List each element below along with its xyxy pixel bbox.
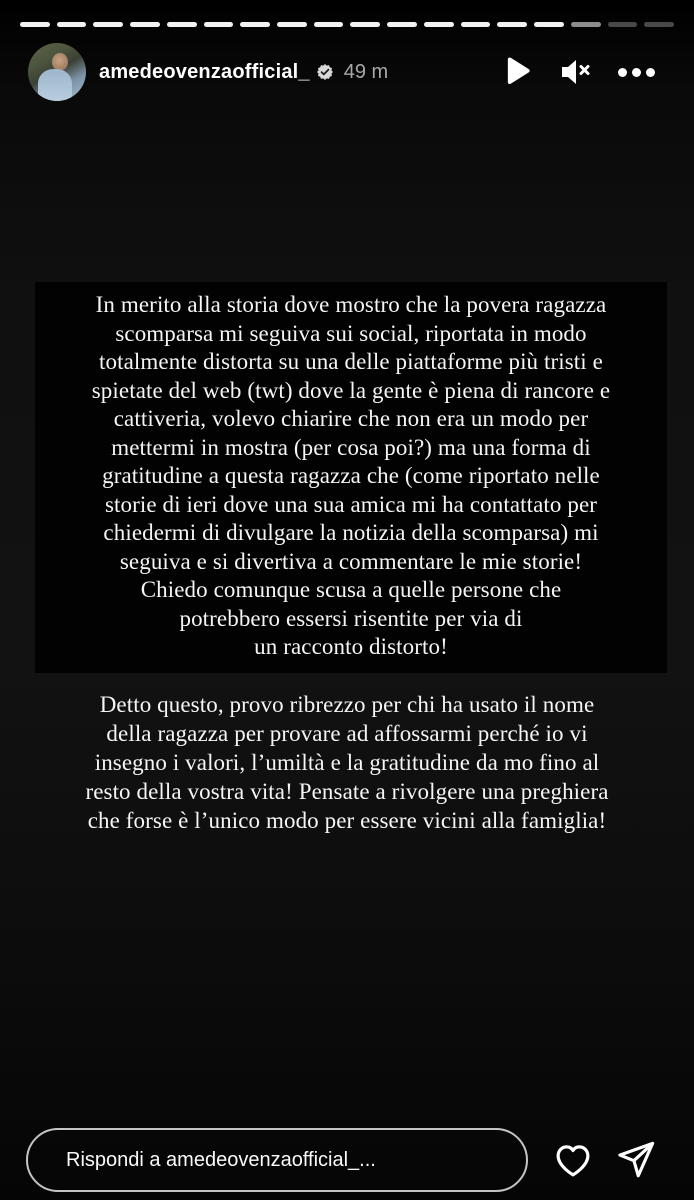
story-text-line: totalmente distorta su una delle piattaforme più tristi e xyxy=(99,349,603,374)
progress-segment xyxy=(277,22,307,27)
progress-segment xyxy=(608,22,638,27)
story-text-line: un racconto distorto! xyxy=(254,634,448,659)
story-header xyxy=(28,42,655,102)
story-text-line: insegno i valori, l’umiltà e la gratitudine da mo fino al xyxy=(94,750,600,775)
story-text-line: chiedermi di divulgare la notizia della scomparsa) mi xyxy=(103,520,599,545)
progress-segment xyxy=(93,22,123,27)
reply-pill[interactable] xyxy=(26,1128,528,1192)
story-text-line: cattiveria, volevo chiarire che non era un modo per xyxy=(113,406,589,431)
story-text-line: gratitudine a questa ragazza che (come riportato nelle xyxy=(102,463,600,488)
play-icon[interactable] xyxy=(505,57,531,87)
progress-segment xyxy=(571,22,601,27)
progress-segment xyxy=(461,22,491,27)
progress-segment xyxy=(167,22,197,27)
progress-segment xyxy=(20,22,50,27)
story-text-line: spietate del web (twt) dove la gente è piena di rancore e xyxy=(91,377,611,403)
story-text-line: che forse è l’unico modo per essere vicini alla famiglia! xyxy=(87,808,607,833)
story-text-line: storie di ieri dove una sua amica mi ha contattato per xyxy=(104,491,598,517)
progress-segment xyxy=(644,22,674,27)
more-options-icon[interactable] xyxy=(618,57,655,87)
story-footer xyxy=(26,1128,657,1192)
story-timestamp: 49 m xyxy=(343,60,389,83)
story-text-plain xyxy=(30,690,664,835)
username[interactable]: amedeovenzaofficial_ xyxy=(99,60,310,83)
progress-segment xyxy=(204,22,234,27)
story-text-line: mettermi in mostra (per cosa poi?) ma una forma di xyxy=(111,434,591,460)
story-text-line: seguiva e si divertiva a commentare le mie storie! xyxy=(119,548,583,574)
story-text-line: scomparsa mi seguiva sui social, riportata in modo xyxy=(115,320,587,346)
story-progress-bar xyxy=(20,22,674,27)
reply-input[interactable] xyxy=(64,1148,502,1173)
story-text-line: In merito alla storia dove mostro che la povera ragazza xyxy=(95,292,607,317)
progress-segment xyxy=(497,22,527,27)
story-text-line: Chiedo comunque scusa a quelle persone che xyxy=(140,577,562,602)
share-icon[interactable] xyxy=(615,1139,657,1181)
story-text-line: della ragazza per provare ad affossarmi perché io vi xyxy=(106,721,588,746)
story-text-line: Detto questo, provo ribrezzo per chi ha usato il nome xyxy=(99,692,595,717)
story-text-line: potrebbero essersi risentite per via di xyxy=(179,605,523,631)
story-text-line: resto della vostra vita! Pensate a rivolgere una preghiera xyxy=(85,779,609,804)
progress-segment xyxy=(424,22,454,27)
progress-segment xyxy=(387,22,417,27)
progress-segment xyxy=(534,22,564,27)
avatar[interactable] xyxy=(28,43,86,101)
progress-segment xyxy=(240,22,270,27)
verified-badge-icon xyxy=(317,64,333,80)
volume-muted-icon[interactable] xyxy=(560,57,592,87)
progress-segment xyxy=(130,22,160,27)
progress-segment xyxy=(314,22,344,27)
story-text-boxed xyxy=(37,284,665,671)
progress-segment xyxy=(350,22,380,27)
heart-icon[interactable] xyxy=(552,1139,594,1181)
progress-segment xyxy=(57,22,87,27)
